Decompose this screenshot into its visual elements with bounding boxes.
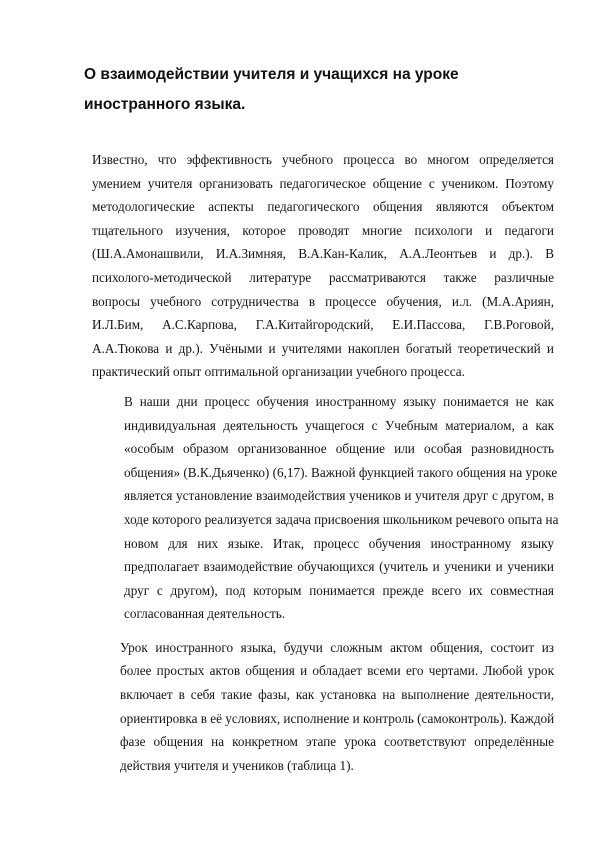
- document-body: [84, 148, 559, 777]
- text-line: фазе общения на конкретном этапе урока соответствуют определённые: [120, 734, 554, 750]
- text-line: вопросы учебного сотрудничества в процессе обучения, и.л. (М.А.Ариян,: [92, 293, 554, 309]
- text-line: В наши дни процесс обучения иностранному языку понимается не как: [124, 393, 554, 409]
- paragraph-1: [84, 148, 554, 384]
- text-line: умением учителя организовать педагогическое общение с учеником. Поэтому: [92, 175, 554, 191]
- text-line: методологические аспекты педагогического общения являются объектом: [92, 199, 554, 215]
- text-line: Урок иностранного языка, будучи сложным актом общения, состоит из: [120, 639, 554, 655]
- text-line: ориентировка в её условиях, исполнение и контроль (самоконтроль). Каждой: [120, 710, 555, 726]
- text-line: более простых актов общения и обладает всеми его чертами. Любой урок: [120, 663, 554, 679]
- text-line: практический опыт оптимальной организации учебного процесса.: [92, 364, 465, 380]
- text-line: действия учителя и учеников (таблица 1).: [120, 757, 354, 773]
- text-line: новом для них языке. Итак, процесс обучения иностранному языку: [124, 535, 554, 551]
- text-line: (Ш.А.Амонашвили, И.А.Зимняя, В.А.Кан-Калик, А.А.Леонтьев и др.). В: [92, 246, 554, 262]
- text-line: предполагает взаимодействие обучающихся (учитель и ученики и ученики: [124, 559, 554, 575]
- text-line: «особым образом организованное общение или особая разновидность: [124, 441, 554, 457]
- text-line: друг с другом), под которым понимается прежде всего их совместная: [124, 582, 554, 598]
- paragraph-2: [84, 390, 559, 626]
- text-line: А.А.Тюкова и др.). Учёными и учителями накоплен богатый теоретический и: [92, 340, 554, 356]
- text-line: согласованная деятельность.: [124, 606, 286, 622]
- text-line: И.Л.Бим, А.С.Карпова, Г.А.Китайгородский, Е.И.Пассова, Г.В.Роговой,: [92, 317, 554, 333]
- document-title: [84, 60, 524, 120]
- text-line: общения» (В.К.Дьяченко) (6,17). Важной функцией такого общения на уроке: [124, 464, 558, 480]
- text-line: ходе которого реализуется задача присвоения школьником речевого опыта на: [124, 511, 559, 527]
- title-line-2: иностранного языка.: [84, 96, 246, 113]
- text-line: включает в себя такие фазы, как установка на выполнение деятельности,: [120, 687, 554, 703]
- paragraph-3: [84, 636, 554, 778]
- text-line: Известно, что эффективность учебного процесса во многом определяется: [92, 152, 554, 167]
- title-line-1: О взаимодействии учителя и учащихся на уроке: [84, 66, 459, 83]
- text-line: является установление взаимодействия учеников и учителя друг с другом, в: [124, 488, 554, 504]
- text-line: тщательного изучения, которое проводят многие психологи и педагоги: [92, 222, 554, 238]
- text-line: индивидуальная деятельность учащегося с Учебным материалом, а как: [124, 417, 554, 433]
- text-line: психолого-методической литературе рассматриваются также различные: [92, 269, 554, 285]
